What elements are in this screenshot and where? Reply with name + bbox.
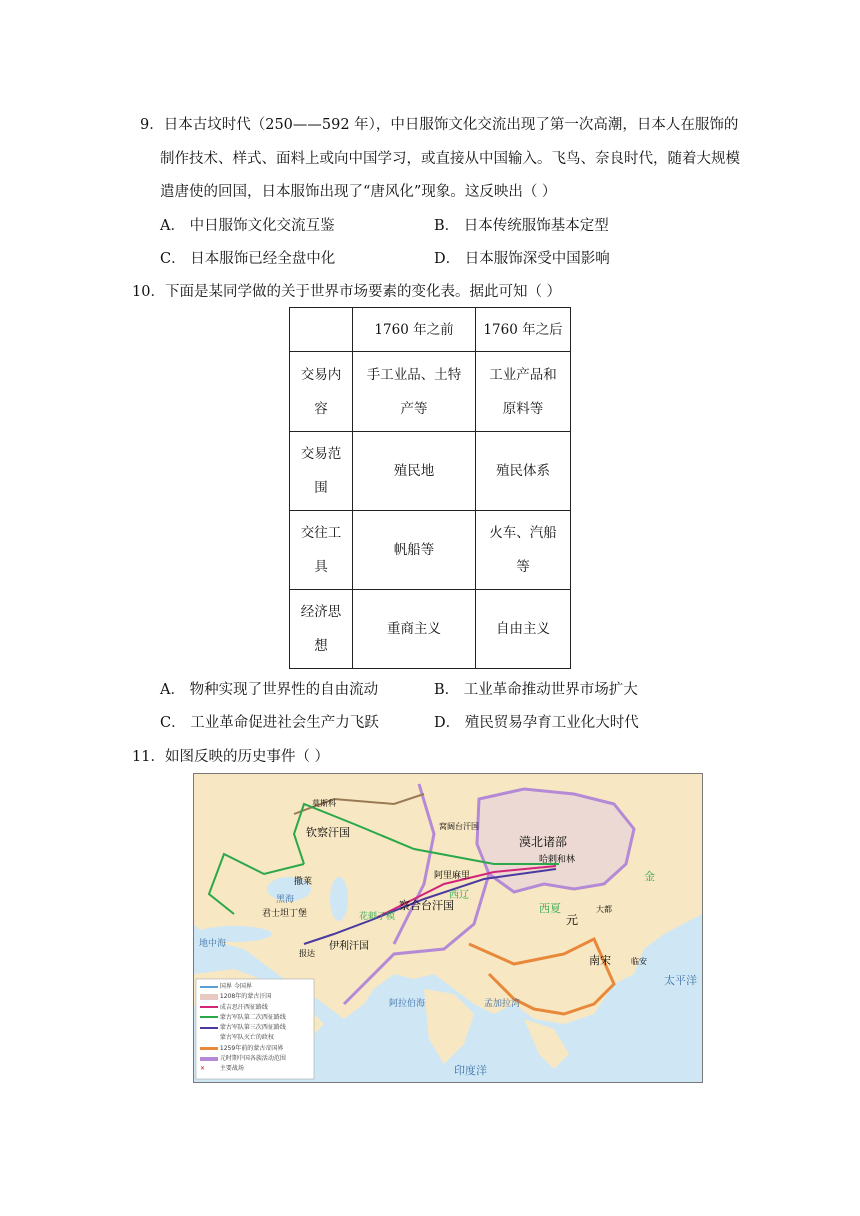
legend-swatch bbox=[200, 986, 218, 988]
row-label: 交往工 bbox=[300, 525, 342, 541]
table-row bbox=[290, 590, 571, 669]
row-label: 围 bbox=[314, 480, 328, 496]
label-ogodei: 窝阔台汗国 bbox=[439, 822, 479, 831]
legend-swatch bbox=[200, 1027, 218, 1029]
label-taiping: 太平洋 bbox=[664, 974, 697, 987]
label-nansong: 南宋 bbox=[589, 954, 611, 967]
legend-label: 1259年前的蒙古帝国界 bbox=[219, 1044, 284, 1052]
q11-stem: 11．如图反映的历史事件（ ） bbox=[132, 749, 330, 765]
cell-after: 殖民体系 bbox=[496, 463, 550, 479]
label-ilkhan: 伊利汗国 bbox=[329, 941, 369, 952]
caspian-sea bbox=[330, 877, 348, 921]
cell-after: 等 bbox=[516, 559, 530, 575]
label-kipchak: 钦察汗国 bbox=[306, 826, 350, 839]
table-header-after: 1760 年之后 bbox=[476, 308, 571, 352]
q10-stem: 10．下面是某同学做的关于世界市场要素的变化表。据此可知（ ） bbox=[132, 284, 562, 300]
q10-option-d[interactable]: D． 殖民贸易孕育工业化大时代 bbox=[434, 715, 639, 731]
battle-icon: ✕ bbox=[200, 1065, 206, 1073]
legend-swatch bbox=[200, 1057, 218, 1061]
cell-before: 殖民地 bbox=[393, 463, 435, 479]
label-jin: 金 bbox=[644, 870, 655, 883]
cell-before: 重商主义 bbox=[387, 621, 441, 637]
mongol-conquest-map bbox=[193, 773, 703, 1083]
label-sea-mid: 地中海 bbox=[199, 939, 227, 949]
table-row bbox=[290, 511, 571, 590]
legend-swatch bbox=[200, 994, 218, 1000]
label-xixia: 西夏 bbox=[539, 902, 561, 915]
legend-label: 蒙古军队第三次西征路线 bbox=[219, 1024, 286, 1032]
legend-label: 1208年的蒙古汗国 bbox=[219, 993, 272, 1001]
legend-label: 国界 今国界 bbox=[219, 983, 252, 990]
cell-after: 原料等 bbox=[502, 400, 544, 417]
legend-label: 蒙古军队灭亡的政权 bbox=[219, 1034, 274, 1042]
table-row bbox=[290, 432, 571, 511]
cell-before: 帆船等 bbox=[393, 542, 435, 558]
q10-option-a[interactable]: A． 物种实现了世界性的自由流动 bbox=[160, 682, 379, 698]
row-label: 交易内 bbox=[300, 366, 342, 383]
label-moscow: 莫斯科 bbox=[312, 799, 336, 808]
label-black-sea: 黑海 bbox=[276, 895, 295, 905]
cell-before: 产等 bbox=[400, 400, 428, 417]
row-label: 交易范 bbox=[300, 446, 342, 462]
label-constantinople: 君士坦丁堡 bbox=[262, 909, 308, 919]
market-table bbox=[289, 307, 571, 669]
label-dadu: 大都 bbox=[596, 905, 612, 914]
q9-option-b[interactable]: B． 日本传统服饰基本定型 bbox=[434, 218, 609, 234]
cell-after: 工业产品和 bbox=[489, 366, 557, 383]
cell-after: 火车、汽船 bbox=[489, 525, 557, 541]
table-header-empty bbox=[290, 308, 353, 352]
q9-option-d[interactable]: D． 日本服饰深受中国影响 bbox=[434, 251, 610, 267]
q9-stem-line3: 遣唐使的回国，日本服饰出现了“唐风化”现象。这反映出（ ） bbox=[160, 184, 557, 200]
label-chagatai: 察合台汗国 bbox=[399, 899, 454, 912]
label-yuan: 元 bbox=[566, 913, 579, 927]
q9-stem-line1: 9．日本古坟时代（250——592 年），中日服饰文化交流出现了第一次高潮，日本人在服饰的 bbox=[140, 117, 739, 133]
legend-label: 元时期中国各族活动范围 bbox=[219, 1055, 286, 1063]
legend-label: 主要战场 bbox=[219, 1065, 244, 1073]
label-almalik: 阿里麻里 bbox=[434, 871, 471, 881]
label-linan: 临安 bbox=[631, 957, 647, 966]
label-xiliao: 西辽 bbox=[449, 890, 469, 901]
legend-list bbox=[200, 982, 286, 1075]
label-bay-bengal: 孟加拉湾 bbox=[484, 999, 521, 1009]
label-mobei: 漠北诸部 bbox=[519, 835, 568, 849]
row-label: 具 bbox=[314, 559, 328, 575]
row-label: 容 bbox=[314, 400, 328, 417]
table-row bbox=[290, 352, 571, 432]
label-karakorum: 哈剌和林 bbox=[539, 855, 576, 865]
q10-option-b[interactable]: B． 工业革命推动世界市场扩大 bbox=[434, 682, 638, 698]
legend-label: 成吉思汗西征路线 bbox=[219, 1003, 268, 1011]
row-label: 想 bbox=[314, 638, 328, 654]
q9-stem-line2: 制作技术、样式、面料上或向中国学习，或直接从中国输入。飞鸟、奈良时代，随着大规模 bbox=[160, 151, 740, 167]
legend-swatch bbox=[200, 1047, 218, 1050]
label-indian-ocean: 印度洋 bbox=[454, 1064, 487, 1077]
label-sarai: 撒莱 bbox=[294, 877, 313, 887]
legend-swatch bbox=[200, 1016, 218, 1018]
q9-option-a[interactable]: A． 中日服饰文化交流互鉴 bbox=[160, 218, 335, 234]
row-label: 经济思 bbox=[300, 604, 342, 620]
legend-label: 蒙古军队第二次西征路线 bbox=[219, 1013, 286, 1021]
cell-after: 自由主义 bbox=[496, 621, 550, 637]
label-arabian-sea: 阿拉伯海 bbox=[389, 999, 426, 1009]
label-baghdad: 报达 bbox=[299, 949, 315, 958]
cell-before: 手工业品、土特 bbox=[366, 366, 462, 383]
label-khwarazm: 花剌子模 bbox=[359, 912, 396, 922]
q10-option-c[interactable]: C． 工业革命促进社会生产力飞跃 bbox=[160, 715, 379, 731]
q9-option-c[interactable]: C． 日本服饰已经全盘中化 bbox=[160, 251, 336, 267]
legend-swatch bbox=[200, 1006, 218, 1008]
table-header-before: 1760 年之前 bbox=[353, 308, 476, 352]
